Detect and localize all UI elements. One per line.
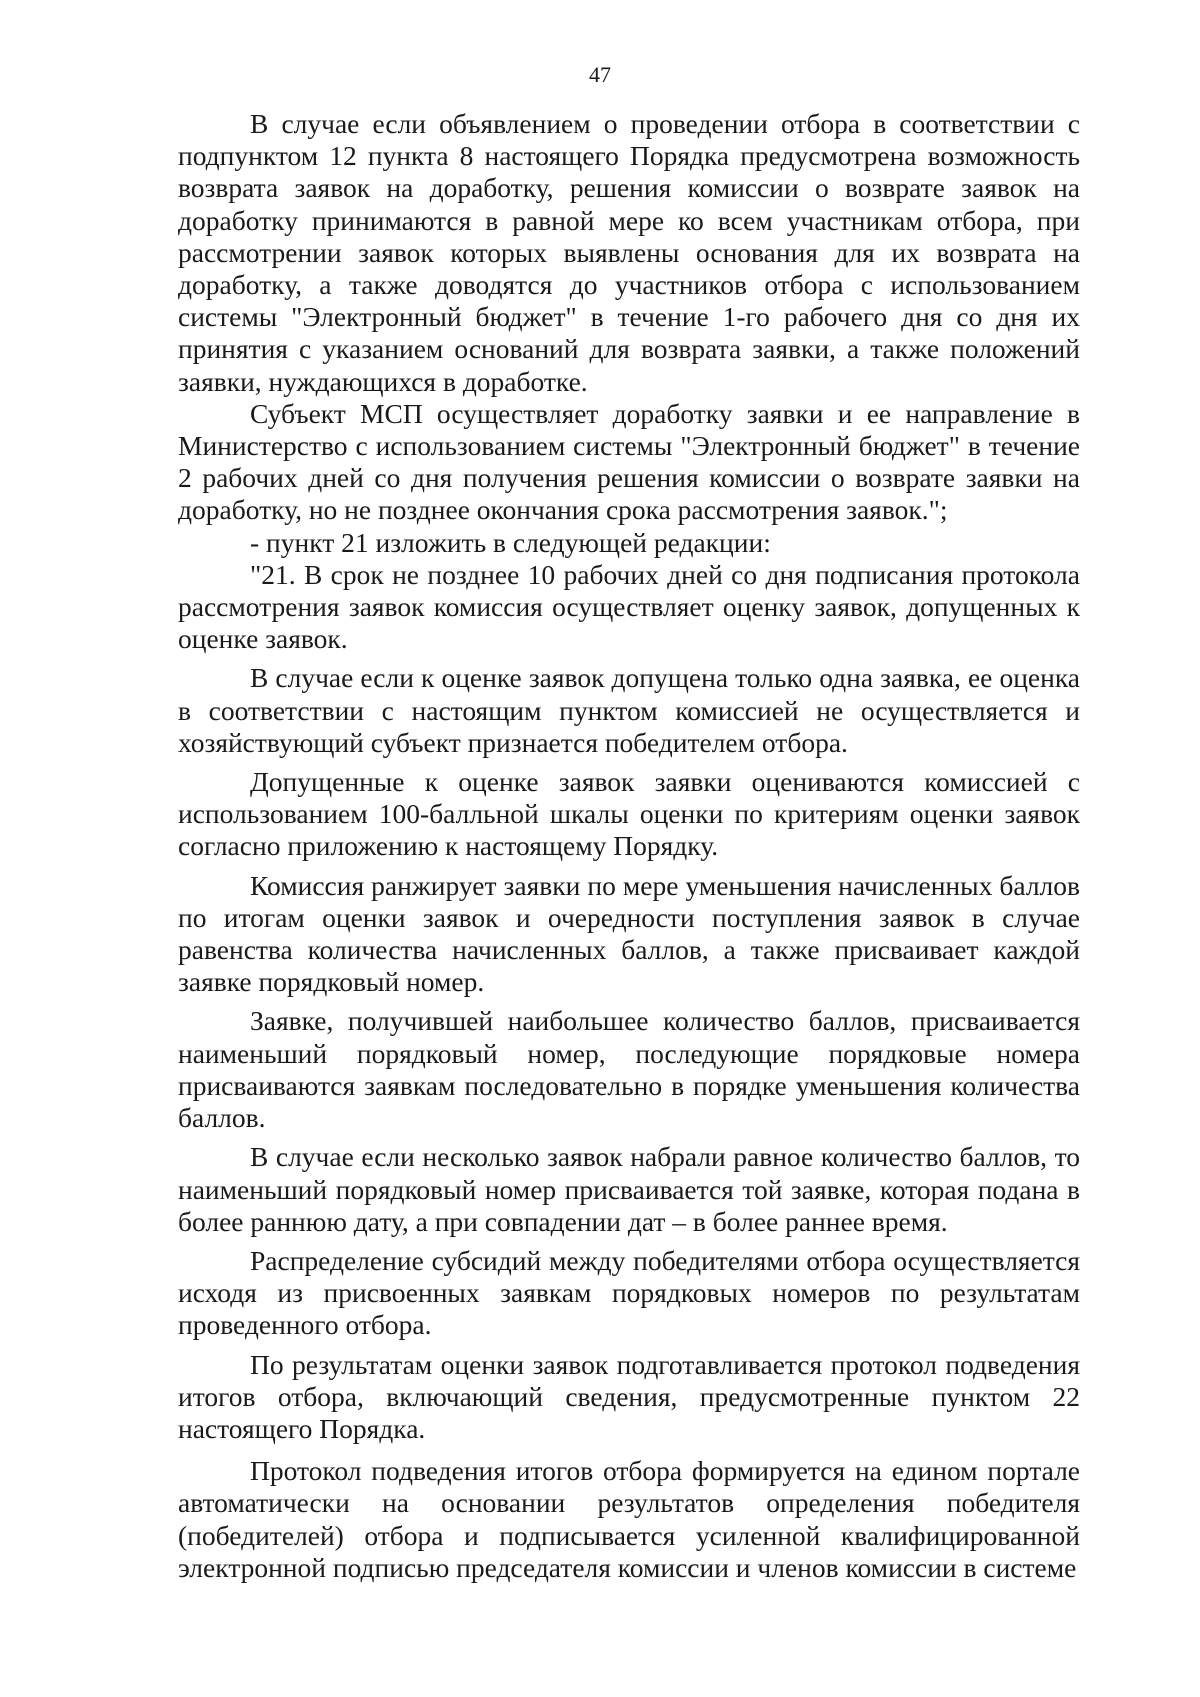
- paragraph-ranking: Комиссия ранжирует заявки по мере уменьшения начисленных баллов по итогам оценки заявок и очередности поступления заявок в случае равенства количества начисленных баллов, а также присваивает каждой заявке порядковый номер.: [178, 869, 1080, 998]
- paragraph-item-21-intro: - пункт 21 изложить в следующей редакции:: [250, 526, 771, 558]
- paragraph-protocol-signing: Протокол подведения итогов отбора формируется на едином портале автоматически на основании результатов определения победителя (победителей) отбора и подписывается усиленной квалифицированной электронной подписью председателя комиссии и членов комиссии в системе: [178, 1455, 1080, 1583]
- paragraph-single-application: В случае если к оценке заявок допущена только одна заявка, ее оценка в соответствии с настоящим пунктом комиссией не осуществляется и хозяйствующий субъект признается победителем отбора.: [178, 662, 1080, 758]
- page-number: 47: [589, 62, 611, 87]
- paragraph-results-protocol: По результатам оценки заявок подготавливается протокол подведения итогов отбора, включающий сведения, предусмотренные пунктом 22 настоящего Порядка.: [178, 1348, 1080, 1444]
- paragraph-equal-scores: В случае если несколько заявок набрали равное количество баллов, то наименьший порядковый номер присваивается той заявке, которая подана в более раннюю дату, а при совпадении дат – в более раннее время.: [178, 1141, 1080, 1237]
- paragraph-scoring-scale: Допущенные к оценке заявок заявки оцениваются комиссией с использованием 100-балльной шкалы оценки по критериям оценки заявок согласно приложению к настоящему Порядку.: [178, 766, 1080, 862]
- paragraph-item-21-text: "21. В срок не позднее 10 рабочих дней со дня подписания протокола рассмотрения заявок комиссия осуществляет оценку заявок, допущенных к оценке заявок.: [178, 558, 1080, 655]
- document-body: [178, 108, 1080, 1584]
- paragraph-ordinal-numbers: Заявке, получившей наибольшее количество баллов, присваивается наименьший порядковый номер, последующие порядковые номера присваиваются заявкам последовательно в порядке уменьшения количества баллов.: [178, 1005, 1080, 1134]
- paragraph-subsidy-distribution: Распределение субсидий между победителями отбора осуществляется исходя из присвоенных заявкам порядковых номеров по результатам проведенного отбора.: [178, 1244, 1080, 1341]
- paragraph-return-for-revision: В случае если объявлением о проведении отбора в соответствии с подпунктом 12 пункта 8 настоящего Порядка предусмотрена возможность возврата заявок на доработку, решения комиссии о возврате заявок на доработку принимаются в равной мере ко всем участникам отбора, при рассмотрении заявок которых выявлены основания для их возврата на доработку, а также доводятся до участников отбора с использованием системы "Электронный бюджет" в течение 1-го рабочего дня со дня их принятия с указанием оснований для возврата заявки, а также положений заявки, нуждающихся в доработке.: [178, 108, 1080, 397]
- paragraph-msp-revision: Субъект МСП осуществляет доработку заявки и ее направление в Министерство с использованием системы "Электронный бюджет" в течение 2 рабочих дней со дня получения решения комиссии о возврате заявки на доработку, но не позднее окончания срока рассмотрения заявок.";: [178, 397, 1080, 526]
